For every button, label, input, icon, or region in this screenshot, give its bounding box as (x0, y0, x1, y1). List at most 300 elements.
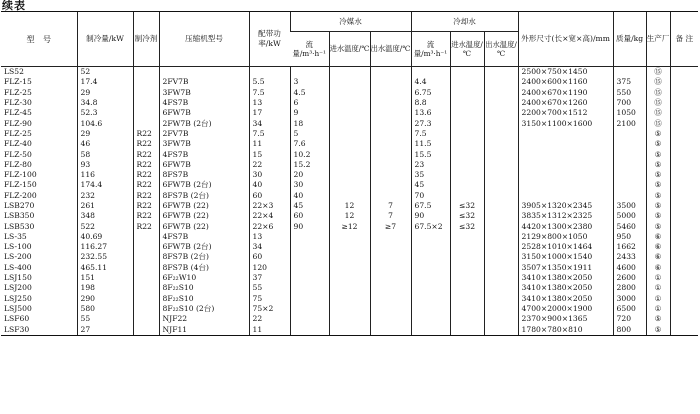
cell-cooling-in (450, 324, 484, 335)
cell-cooling-in (450, 160, 484, 170)
cell-cooling-in: ≤32 (450, 211, 484, 221)
cell-cooling-out (484, 77, 518, 87)
cell-coolant-in (329, 273, 370, 283)
cell-note (670, 118, 698, 128)
cell-cooling-out (484, 263, 518, 273)
table-row (1, 149, 698, 159)
table-row (1, 232, 698, 242)
cell-mass: 2800 (613, 283, 646, 293)
cell-model: LS-35 (4, 231, 27, 241)
cell-mass: 720 (613, 314, 646, 324)
cell-cooling-out (484, 118, 518, 128)
cell-cooling-in (450, 77, 484, 87)
cell-coolant-flow (290, 283, 329, 293)
cell-mass: 4600 (613, 263, 646, 273)
cell-capacity: 232.55 (77, 252, 133, 262)
cell-refrigerant (133, 294, 159, 304)
cell-cooling-flow: 23 (411, 160, 450, 170)
cell-coolant-flow: 18 (290, 118, 329, 128)
cell-coolant-flow: 15.2 (290, 160, 329, 170)
cell-cooling-flow: 11.5 (411, 139, 450, 149)
table-row (1, 160, 698, 170)
cell-coolant-in (329, 108, 370, 118)
cell-compressor: 6FW7B (22) (159, 221, 249, 231)
cell-cooling-out (484, 180, 518, 190)
cell-power: 15 (249, 149, 290, 159)
cell-model: LSF30 (1, 324, 77, 335)
cell-coolant-in (329, 232, 370, 242)
cell-maker: ⑤ (646, 191, 670, 201)
cell-coolant-in (329, 98, 370, 108)
cell-cooling-out (484, 324, 518, 335)
cell-cooling-flow: 90 (411, 211, 450, 221)
cell-model: FLZ-25 (4, 87, 32, 97)
cell-dimensions: 2400×670×1190 (518, 88, 613, 98)
cell-cooling-flow: 13.6 (411, 108, 450, 118)
cell-refrigerant (133, 252, 159, 262)
cell-compressor: 8FS7B (2台) (159, 252, 249, 262)
cell-dimensions: 3410×1380×2050 (518, 283, 613, 293)
cell-refrigerant (133, 314, 159, 324)
cell-refrigerant: R22 (133, 180, 159, 190)
cell-note (670, 77, 698, 87)
cell-refrigerant (133, 67, 159, 78)
cell-power: 34 (249, 242, 290, 252)
cell-power: 60 (249, 252, 290, 262)
cell-coolant-out (370, 67, 411, 78)
cell-maker: ⑮ (646, 98, 670, 108)
cell-cooling-flow: 45 (411, 180, 450, 190)
cell-refrigerant: R22 (133, 139, 159, 149)
cell-capacity: 93 (77, 160, 133, 170)
cell-capacity: 46 (77, 139, 133, 149)
cell-maker: ⑤ (646, 170, 670, 180)
cell-coolant-out (370, 324, 411, 335)
cell-coolant-out (370, 283, 411, 293)
cell-model: FLZ-50 (4, 149, 32, 159)
cell-compressor: 8F₂₂S10 (2台) (159, 304, 249, 314)
cell-refrigerant (133, 242, 159, 252)
cell-coolant-out (370, 263, 411, 273)
cell-power: 30 (249, 170, 290, 180)
cell-coolant-out (370, 242, 411, 252)
cell-note (670, 221, 698, 231)
cell-cooling-in (450, 191, 484, 201)
cell-cooling-in (450, 252, 484, 262)
cell-capacity: 55 (77, 314, 133, 324)
table-row (1, 129, 698, 139)
cell-model: LSJ500 (4, 303, 32, 313)
cell-note (670, 180, 698, 190)
cell-compressor: 6FW7B (22) (159, 211, 249, 221)
cell-mass: 1050 (613, 108, 646, 118)
cell-note (670, 232, 698, 242)
cell-coolant-in (329, 314, 370, 324)
cell-cooling-in (450, 98, 484, 108)
cell-capacity: 290 (77, 294, 133, 304)
cell-model: FLZ-90 (4, 118, 32, 128)
cell-compressor: 6FW7B (2台) (159, 180, 249, 190)
cell-compressor: 2FV7B (159, 77, 249, 87)
cell-model: FLZ-200 (4, 190, 37, 200)
cell-dimensions (518, 180, 613, 190)
header-coolant-flow: 流量/m³·h⁻¹ (290, 32, 329, 67)
cell-coolant-in: ≥12 (329, 221, 370, 231)
cell-model: LSJ150 (4, 273, 32, 283)
cell-capacity: 58 (77, 149, 133, 159)
cell-cooling-in (450, 88, 484, 98)
cell-cooling-flow: 4.4 (411, 77, 450, 87)
cell-coolant-in (329, 242, 370, 252)
cell-coolant-out (370, 191, 411, 201)
cell-note (670, 294, 698, 304)
cell-note (670, 129, 698, 139)
cell-coolant-in (329, 170, 370, 180)
table-row (1, 273, 698, 283)
cell-note (670, 139, 698, 149)
cell-note (670, 263, 698, 273)
header-refrigerant: 制冷剂 (133, 12, 159, 67)
cell-capacity: 522 (77, 221, 133, 231)
cell-coolant-flow: 9 (290, 108, 329, 118)
cell-coolant-out (370, 118, 411, 128)
cell-coolant-flow: 5 (290, 129, 329, 139)
cell-compressor: 6F₂₂W10 (159, 273, 249, 283)
cell-refrigerant (133, 273, 159, 283)
cell-cooling-out (484, 242, 518, 252)
cell-cooling-out (484, 139, 518, 149)
cell-coolant-flow: 4.5 (290, 88, 329, 98)
cell-coolant-in (329, 263, 370, 273)
cell-coolant-in (329, 180, 370, 190)
cell-refrigerant (133, 232, 159, 242)
header-compressor: 压缩机型号 (159, 12, 249, 67)
cell-power: 22×3 (249, 201, 290, 211)
cell-compressor: 6FW7B (2台) (159, 242, 249, 252)
header-note: 备 注 (670, 12, 698, 67)
cell-cooling-flow (411, 273, 450, 283)
cell-maker: ⑮ (646, 67, 670, 78)
cell-note (670, 67, 698, 78)
cell-cooling-flow: 6.75 (411, 88, 450, 98)
cell-maker: ⑤ (646, 160, 670, 170)
cell-mass: 550 (613, 88, 646, 98)
cell-maker: ⑤ (646, 211, 670, 221)
cell-maker: ⑥ (646, 263, 670, 273)
table-row (1, 324, 698, 335)
cell-cooling-flow (411, 294, 450, 304)
cell-power: 5.5 (249, 77, 290, 87)
cell-maker: ⑤ (646, 201, 670, 211)
caption: 续表 (2, 0, 26, 12)
cell-mass (613, 67, 646, 78)
cell-refrigerant (133, 263, 159, 273)
header-cooling-group: 冷却水 (411, 12, 518, 32)
table-row (1, 201, 698, 211)
table-row (1, 108, 698, 118)
cell-refrigerant (133, 108, 159, 118)
cell-compressor: 4FS7B (159, 98, 249, 108)
cell-cooling-flow (411, 314, 450, 324)
header-cooling-in: 进水温度/℃ (450, 32, 484, 67)
cell-dimensions: 4700×2000×1900 (518, 304, 613, 314)
cell-coolant-out: ≥7 (370, 221, 411, 231)
cell-note (670, 191, 698, 201)
header-coolant-in: 进水温度/℃ (329, 32, 370, 67)
cell-power: 55 (249, 283, 290, 293)
cell-model: FLZ-45 (4, 108, 32, 118)
cell-maker: ⑤ (646, 324, 670, 335)
cell-coolant-flow (290, 273, 329, 283)
cell-model: FLZ-150 (4, 180, 37, 190)
cell-capacity: 198 (77, 283, 133, 293)
cell-cooling-out (484, 98, 518, 108)
table-row (1, 242, 698, 252)
cell-dimensions (518, 160, 613, 170)
cell-note (670, 98, 698, 108)
cell-coolant-in (329, 77, 370, 87)
cell-dimensions: 1780×780×810 (518, 324, 613, 335)
cell-coolant-in (329, 304, 370, 314)
cell-dimensions (518, 191, 613, 201)
cell-power: 120 (249, 263, 290, 273)
cell-compressor: NJF11 (159, 324, 249, 335)
cell-maker: ⑮ (646, 118, 670, 128)
cell-mass: 5460 (613, 221, 646, 231)
cell-cooling-in (450, 180, 484, 190)
cell-mass (613, 149, 646, 159)
cell-cooling-flow: 35 (411, 170, 450, 180)
cell-capacity: 151 (77, 273, 133, 283)
cell-model: FLZ-25 (4, 128, 32, 138)
table-row (1, 67, 698, 78)
cell-coolant-out (370, 273, 411, 283)
cell-cooling-flow (411, 242, 450, 252)
cell-model: LSB530 (4, 221, 35, 231)
cell-dimensions: 3410×1380×2050 (518, 273, 613, 283)
cell-note (670, 283, 698, 293)
cell-cooling-in (450, 129, 484, 139)
cell-coolant-out (370, 252, 411, 262)
cell-mass: 700 (613, 98, 646, 108)
cell-power (249, 67, 290, 78)
cell-compressor: NJF22 (159, 314, 249, 324)
cell-maker: ⑤ (646, 221, 670, 231)
cell-dimensions (518, 139, 613, 149)
cell-cooling-flow (411, 252, 450, 262)
cell-coolant-flow: 10.2 (290, 149, 329, 159)
cell-compressor: 8FS7B (4台) (159, 263, 249, 273)
cell-compressor: 4FS7B (159, 149, 249, 159)
cell-compressor: 2FV7B (159, 129, 249, 139)
table-header (1, 12, 698, 67)
cell-compressor: 6FW7B (22) (159, 201, 249, 211)
table-row (1, 263, 698, 273)
cell-mass: 6500 (613, 304, 646, 314)
cell-model: FLZ-100 (4, 170, 37, 180)
cell-dimensions: 3507×1350×1911 (518, 263, 613, 273)
cell-model: FLZ-80 (4, 159, 32, 169)
header-maker: 生产厂 (646, 12, 670, 67)
cell-cooling-in (450, 294, 484, 304)
cell-refrigerant (133, 324, 159, 335)
cell-coolant-flow: 6 (290, 98, 329, 108)
cell-compressor: 3FW7B (159, 88, 249, 98)
cell-capacity: 52 (77, 67, 133, 78)
cell-coolant-in (329, 191, 370, 201)
cell-cooling-out (484, 67, 518, 78)
spec-table (1, 11, 698, 336)
cell-refrigerant: R22 (133, 201, 159, 211)
cell-coolant-out: 7 (370, 201, 411, 211)
cell-refrigerant (133, 77, 159, 87)
cell-cooling-in (450, 170, 484, 180)
cell-coolant-flow (290, 314, 329, 324)
cell-maker: ⑥ (646, 232, 670, 242)
cell-maker: ① (646, 304, 670, 314)
cell-refrigerant (133, 304, 159, 314)
cell-model: LS-400 (4, 262, 32, 272)
cell-coolant-flow (290, 67, 329, 78)
cell-capacity: 465.11 (77, 263, 133, 273)
table-row (1, 77, 698, 87)
cell-mass (613, 180, 646, 190)
header-dimensions: 外形尺寸(长×宽×高)/mm (518, 12, 613, 67)
cell-capacity: 348 (77, 211, 133, 221)
cell-power: 22×6 (249, 221, 290, 231)
cell-coolant-in (329, 294, 370, 304)
cell-note (670, 314, 698, 324)
table-row (1, 180, 698, 190)
table-row (1, 252, 698, 262)
cell-cooling-in (450, 232, 484, 242)
cell-cooling-out (484, 314, 518, 324)
cell-cooling-flow: 15.5 (411, 149, 450, 159)
cell-note (670, 108, 698, 118)
cell-power: 22 (249, 314, 290, 324)
cell-power: 60 (249, 191, 290, 201)
header-capacity: 制冷量/kW (77, 12, 133, 67)
cell-maker: ⑤ (646, 149, 670, 159)
cell-refrigerant: R22 (133, 211, 159, 221)
cell-capacity: 116.27 (77, 242, 133, 252)
cell-capacity: 580 (77, 304, 133, 314)
cell-coolant-out (370, 314, 411, 324)
cell-note (670, 252, 698, 262)
cell-maker: ⑮ (646, 77, 670, 87)
cell-dimensions: 2200×700×1512 (518, 108, 613, 118)
cell-dimensions (518, 149, 613, 159)
cell-power: 34 (249, 118, 290, 128)
cell-compressor (159, 67, 249, 78)
header-mass: 质量/kg (613, 12, 646, 67)
cell-cooling-flow: 7.5 (411, 129, 450, 139)
cell-cooling-flow (411, 67, 450, 78)
cell-cooling-out (484, 108, 518, 118)
cell-cooling-flow: 67.5 (411, 201, 450, 211)
cell-note (670, 211, 698, 221)
cell-power: 11 (249, 139, 290, 149)
cell-cooling-out (484, 149, 518, 159)
cell-power: 11 (249, 324, 290, 335)
cell-mass: 5000 (613, 211, 646, 221)
table-row (1, 294, 698, 304)
cell-model: FLZ-40 (4, 139, 32, 149)
cell-dimensions: 2370×900×1365 (518, 314, 613, 324)
cell-coolant-in (329, 129, 370, 139)
cell-cooling-out (484, 170, 518, 180)
cell-cooling-flow (411, 324, 450, 335)
cell-cooling-in: ≤32 (450, 221, 484, 231)
table-row (1, 283, 698, 293)
cell-coolant-in (329, 252, 370, 262)
cell-dimensions: 3150×1100×1600 (518, 118, 613, 128)
cell-cooling-out (484, 129, 518, 139)
cell-power: 40 (249, 180, 290, 190)
cell-model: LS52 (4, 67, 24, 77)
table-row (1, 118, 698, 128)
cell-cooling-out (484, 294, 518, 304)
cell-coolant-flow: 7.6 (290, 139, 329, 149)
cell-coolant-in (329, 118, 370, 128)
cell-cooling-out (484, 304, 518, 314)
cell-model: LS-200 (4, 252, 32, 262)
cell-coolant-out (370, 88, 411, 98)
table-row (1, 191, 698, 201)
cell-maker: ⑤ (646, 314, 670, 324)
cell-dimensions: 4420×1300×2380 (518, 221, 613, 231)
cell-coolant-in (329, 88, 370, 98)
cell-coolant-flow: 60 (290, 211, 329, 221)
cell-cooling-in (450, 283, 484, 293)
cell-cooling-in (450, 67, 484, 78)
cell-coolant-flow (290, 232, 329, 242)
cell-power: 17 (249, 108, 290, 118)
cell-note (670, 170, 698, 180)
cell-maker: ⑥ (646, 242, 670, 252)
cell-cooling-out (484, 201, 518, 211)
cell-refrigerant: R22 (133, 129, 159, 139)
cell-compressor: 8F₂₂S10 (159, 294, 249, 304)
table-row (1, 139, 698, 149)
cell-refrigerant: R22 (133, 160, 159, 170)
cell-compressor: 2FW7B (2台) (159, 118, 249, 128)
cell-refrigerant (133, 118, 159, 128)
table-row (1, 304, 698, 314)
cell-power: 22×4 (249, 211, 290, 221)
cell-note (670, 149, 698, 159)
cell-coolant-out (370, 304, 411, 314)
cell-coolant-out (370, 170, 411, 180)
cell-refrigerant (133, 98, 159, 108)
cell-capacity: 29 (77, 129, 133, 139)
cell-power: 7.5 (249, 88, 290, 98)
cell-maker: ⑤ (646, 180, 670, 190)
cell-capacity: 104.6 (77, 118, 133, 128)
cell-dimensions: 3835×1312×2325 (518, 211, 613, 221)
cell-compressor: 6FW7B (159, 160, 249, 170)
cell-compressor: 8FS7B (159, 170, 249, 180)
cell-compressor: 8FS7B (2台) (159, 191, 249, 201)
cell-dimensions (518, 170, 613, 180)
table-body (1, 67, 698, 336)
cell-mass: 2433 (613, 252, 646, 262)
cell-refrigerant: R22 (133, 149, 159, 159)
cell-cooling-flow (411, 283, 450, 293)
cell-cooling-in (450, 118, 484, 128)
header-cooling-flow: 流量/m³·h⁻¹ (411, 32, 450, 67)
cell-compressor: 8F₂₂S10 (159, 283, 249, 293)
